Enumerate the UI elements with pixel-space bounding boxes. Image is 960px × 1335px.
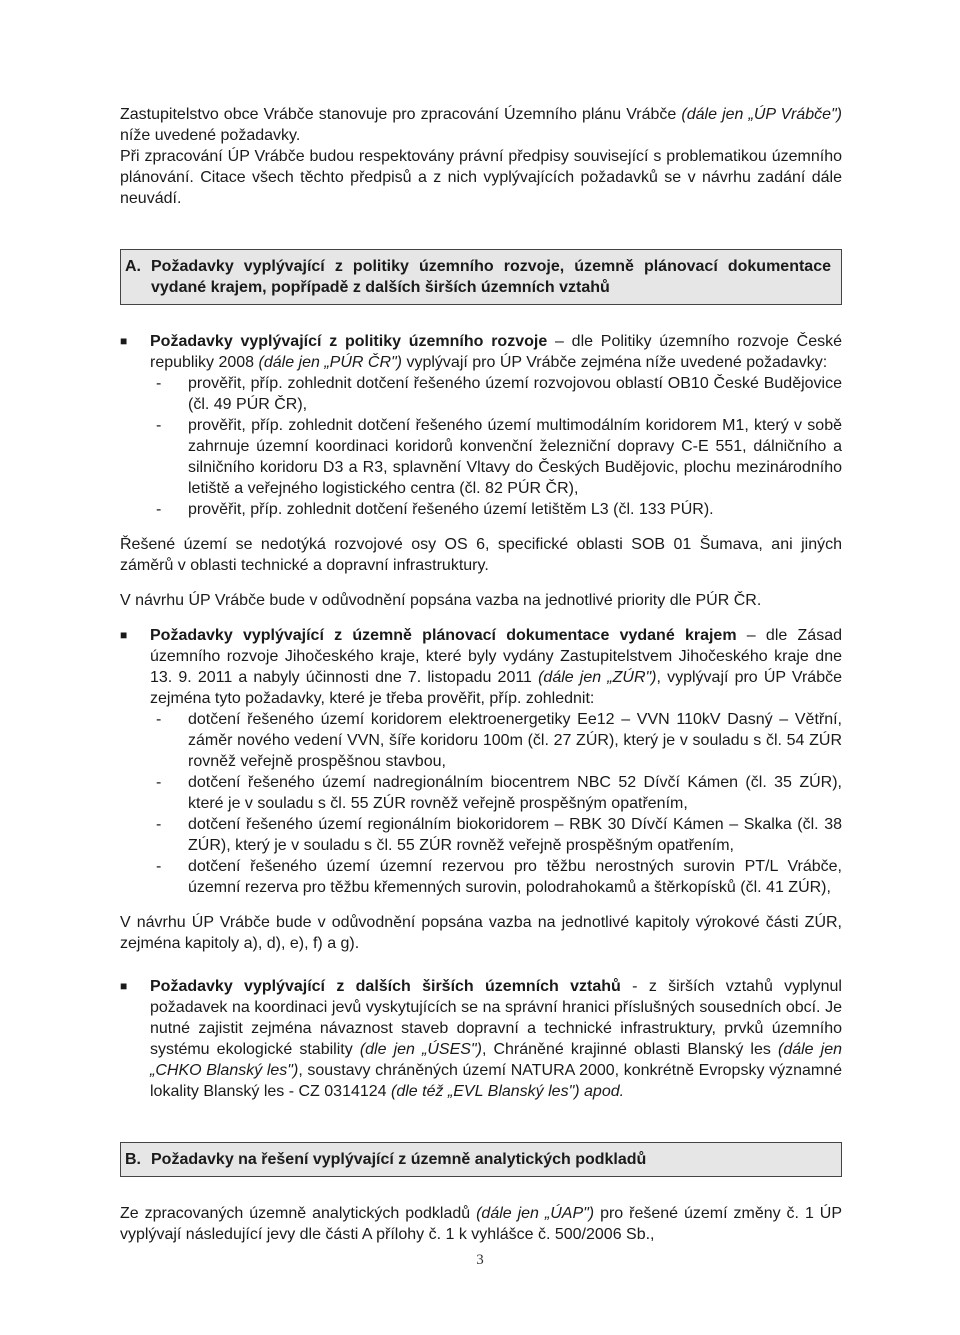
intro-abbr: (dále jen „ÚP Vrábče") [681,106,842,123]
bullet-wider-text-c: , soustavy chráněných území NATURA 2000, konkrétně Evropsky významné lokality Blanský les - CZ 0314124 [150,1062,842,1100]
dash-mark: - [156,858,162,875]
intro-paragraph [120,104,842,209]
intro-text-1: Zastupitelstvo obce Vrábče stanovuje pro zpracování Územního plánu Vrábče [120,106,682,123]
section-a-title: Požadavky vyplývající z politiky územního rozvoje, územně plánovací dokumentace vydané krajem, popřípadě z dalších širších územních vztahů [151,258,831,296]
bullet-mark: ■ [120,334,128,348]
list-item [150,772,842,814]
list-item [150,373,842,415]
dash-mark: - [156,774,162,791]
bullet-pur [120,331,842,520]
bullet-wider-italic-a: (dle jen „ÚSES") [359,1041,482,1058]
para-uap [120,1203,842,1245]
list-item [150,499,842,520]
dash-text: prověřit, příp. zohlednit dotčení řešeného území rozvojovou oblastí OB10 České Budějovice (čl. 49 PÚR ČR), [188,375,842,413]
bullet-wider-text-b: , Chráněné krajinné oblasti Blanský les [481,1041,778,1058]
dash-text: dotčení řešeného území nadregionálním biocentrem NBC 52 Dívčí Kámen (čl. 35 ZÚR), které je v souladu s čl. 55 ZÚR rovněž veřejně prospěšným opatřením, [188,774,842,812]
intro-text-3: Při zpracování ÚP Vrábče budou respektovány právní předpisy související s problematikou územního plánování. Citace všech těchto předpisů a z nich vyplývajících požadavků se v návrhu zadání dále neuvádí. [120,148,842,207]
dash-mark: - [156,375,162,392]
list-item [150,415,842,499]
bullet-mark: ■ [120,628,128,642]
bullet-pur-bold: Požadavky vyplývající z politiky územního rozvoje [150,333,548,350]
bullet-wider-text [150,976,842,1102]
dash-mark: - [156,816,162,833]
dash-text: prověřit, příp. zohlednit dotčení řešeného území letištěm L3 (čl. 133 PÚR). [188,501,714,518]
dash-mark: - [156,417,162,434]
list-item [150,856,842,898]
para-uap-italic: (dále jen „ÚAP") [476,1205,595,1222]
section-b-title: Požadavky na řešení vyplývající z územně analytických podkladů [151,1151,647,1168]
para-uap-text-b: pro řešené území změny č. 1 ÚP vyplývají následující jevy dle části A přílohy č. 1 k vyhlášce č. 500/2006 Sb., [120,1205,843,1243]
section-a-letter: A. [125,258,141,275]
dash-text: dotčení řešeného území územní rezervou pro těžbu nerostných surovin PT/L Vrábče, územní rezerva pro těžbu křemenných surovin, polodrahokamů a štěrkopísků (čl. 41 ZÚR), [188,858,842,896]
para-sob: Řešené území se nedotýká rozvojové osy OS 6, specifické oblasti SOB 01 Šumava, ani jiných záměrů v oblasti technické a dopravní infrastruktury. [120,536,842,574]
list-item [150,709,842,772]
section-a-heading [120,249,842,305]
intro-text-2: níže uvedené požadavky. [120,127,301,144]
bullet-zur [120,625,842,898]
dash-text: dotčení řešeného území koridorem elektroenergetiky Ee12 – VVN 110kV Dasný – Větřní, záměr nového vedení VVN, šíře koridoru 100m (čl. 27 ZÚR), který je v souladu s čl. 54 ZÚR rovněž veřejně prospěšnou stavbou, [188,711,842,770]
bullet-wider-italic-c: (dle též „EVL Blanský les") apod. [391,1083,625,1100]
bullet-pur-text-a: – dle Politiky územního rozvoje České republiky 2008 [150,333,842,371]
document-page [120,104,842,1245]
para-zur: V návrhu ÚP Vrábče bude v odůvodnění popsána vazba na jednotlivé kapitoly výrokové části ZÚR, zejména kapitoly a), d), e), f) a g). [120,914,842,952]
bullet-pur-text-b: vyplývají pro ÚP Vrábče zejména níže uvedené požadavky: [402,354,828,371]
dash-mark: - [156,711,162,728]
bullet-wider-bold: Požadavky vyplývající z dalších širších územních vztahů [150,978,621,995]
dash-text: prověřit, příp. zohlednit dotčení řešeného území multimodálním koridorem M1, který v sobě zahrnuje územní koordinaci koridorů konvenční železniční dopravy C-E 551, dálničního a silničního koridoru D3 a R3, splavnění Vltavy do Českých Budějovic, plochu mezinárodního letiště a veřejného logistického centra (čl. 82 PÚR ČR), [188,417,842,497]
bullet-zur-bold: Požadavky vyplývající z územně plánovací dokumentace vydané krajem [150,627,737,644]
bullet-wider-relations [120,976,842,1102]
bullet-pur-text [150,331,842,373]
bullet-wider-italic-b: (dále jen „CHKO Blanský les") [150,1041,843,1079]
bullet-zur-italic: (dále jen „ZÚR") [538,669,657,686]
bullet-zur-text [150,625,842,709]
dash-mark: - [156,501,162,518]
bullet-wider-text-a: - z širších vztahů vyplynul požadavek na koordinaci jevů vyskytujících se na správní hranici příslušných sousedních obcí. Je nutné zajistit zejména návaznost staveb dopravní a technické infrastruktury, prvků územního systému ekologické stability [150,978,842,1058]
bullet-mark: ■ [120,979,128,993]
section-b-heading [120,1142,842,1177]
bullet-pur-italic: (dále jen „PÚR ČR") [258,354,403,371]
para-uap-text-a: Ze zpracovaných územně analytických podkladů [120,1205,477,1222]
bullet-zur-text-a: – dle Zásad územního rozvoje Jihočeského kraje, které byly vydány Zastupitelstvem Jihočeského kraje dne 13. 9. 2011 a nabyly účinnosti dne 7. listopadu 2011 [150,627,842,686]
bullet-zur-text-b: , vyplývají pro ÚP Vrábče zejména tyto požadavky, které je třeba prověřit, příp. zohlednit: [150,669,842,707]
page-number: 3 [476,1252,484,1268]
dash-text: dotčení řešeného území regionálním biokoridorem – RBK 30 Dívčí Kámen – Skalka (čl. 38 ZÚR), který je v souladu s čl. 55 ZÚR rovněž veřejně prospěšným opatřením, [188,816,842,854]
list-item [150,814,842,856]
section-b-letter: B. [125,1151,141,1168]
para-pur: V návrhu ÚP Vrábče bude v odůvodnění popsána vazba na jednotlivé priority dle PÚR ČR. [120,592,762,609]
